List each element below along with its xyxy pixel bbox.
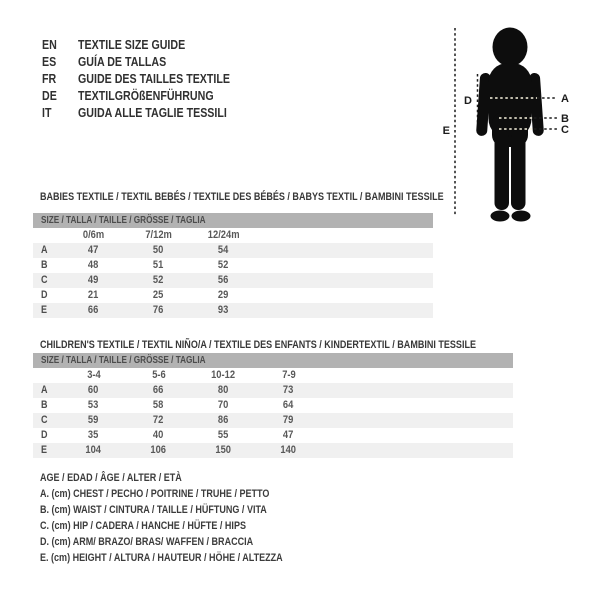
row-label-text: C bbox=[41, 414, 48, 426]
language-title-text: TEXTILGRÖßENFÜHRUNG bbox=[78, 88, 214, 103]
language-title bbox=[78, 70, 263, 87]
size-value bbox=[126, 413, 191, 428]
size-header-text: SIZE / TALLA / TAILLE / GRÖSSE / TAGLIA bbox=[41, 355, 206, 366]
column-header-text: 7-9 bbox=[281, 369, 296, 381]
size-header-bar bbox=[33, 353, 513, 368]
language-row bbox=[42, 36, 263, 53]
language-code-text: DE bbox=[42, 88, 57, 103]
row-label bbox=[33, 273, 61, 288]
size-value-text: 47 bbox=[88, 244, 99, 256]
size-value bbox=[126, 288, 191, 303]
size-value bbox=[191, 428, 256, 443]
measure-label-d: D bbox=[464, 95, 472, 107]
size-value bbox=[191, 443, 256, 458]
legend-line-text: B. (cm) WAIST / CINTURA / TAILLE / HÜFTUNG / VITA bbox=[40, 504, 267, 516]
size-value-text: 51 bbox=[153, 259, 164, 271]
column-header-text: 0/6m bbox=[82, 229, 105, 241]
measure-label-a: A bbox=[561, 93, 569, 105]
size-value-text: 55 bbox=[218, 429, 229, 441]
language-title-list bbox=[42, 36, 263, 121]
size-value-text: 93 bbox=[218, 304, 229, 316]
language-title bbox=[78, 87, 243, 104]
size-value-text: 25 bbox=[153, 289, 164, 301]
language-code bbox=[42, 36, 78, 53]
size-value bbox=[126, 303, 191, 318]
size-value-text: 73 bbox=[283, 384, 294, 396]
size-value-text: 35 bbox=[88, 429, 99, 441]
measure-label-e: E bbox=[442, 125, 450, 137]
language-code bbox=[42, 70, 78, 87]
measurement-legend bbox=[40, 470, 336, 566]
legend-line-text: C. (cm) HIP / CADERA / HANCHE / HÜFTE / HIPS bbox=[40, 520, 246, 532]
size-value-text: 79 bbox=[283, 414, 294, 426]
legend-line bbox=[40, 502, 336, 518]
row-label-text: A bbox=[41, 384, 48, 396]
size-value bbox=[61, 303, 126, 318]
size-value bbox=[256, 413, 321, 428]
size-value bbox=[61, 288, 126, 303]
size-value bbox=[126, 243, 191, 258]
size-value bbox=[61, 243, 126, 258]
size-value bbox=[191, 383, 256, 398]
row-label-text: C bbox=[41, 274, 48, 286]
language-title-text: GUIDE DES TAILLES TEXTILE bbox=[78, 71, 231, 86]
column-header-text: 12/24m bbox=[207, 229, 240, 241]
size-value bbox=[126, 398, 191, 413]
legend-line-text: D. (cm) ARM/ BRAZO/ BRAS/ WAFFEN / BRACCIA bbox=[40, 536, 254, 548]
section-title-text: BABIES TEXTILE / TEXTIL BEBÉS / TEXTILE DES BÉBÉS / BABYS TEXTIL / BAMBINI TESSILE bbox=[40, 191, 444, 203]
table-row bbox=[33, 398, 513, 413]
size-value-text: 50 bbox=[153, 244, 164, 256]
section-title-text: CHILDREN'S TEXTILE / TEXTIL NIÑO/A / TEXTILE DES ENFANTS / KINDERTEXTIL / BAMBINI TESSILE bbox=[40, 339, 476, 351]
row-label bbox=[33, 303, 61, 318]
language-title bbox=[78, 104, 260, 121]
size-value-text: 70 bbox=[218, 399, 229, 411]
size-value bbox=[126, 428, 191, 443]
legend-line-text: E. (cm) HEIGHT / ALTURA / HAUTEUR / HÖHE / ALTEZZA bbox=[40, 552, 283, 564]
language-title bbox=[78, 36, 209, 53]
size-value bbox=[191, 413, 256, 428]
size-value bbox=[61, 428, 126, 443]
row-label bbox=[33, 443, 61, 458]
row-label bbox=[33, 258, 61, 273]
size-value-text: 53 bbox=[88, 399, 99, 411]
row-label bbox=[33, 383, 61, 398]
size-value-text: 52 bbox=[218, 259, 229, 271]
size-value bbox=[61, 383, 126, 398]
legend-line bbox=[40, 518, 336, 534]
size-value bbox=[126, 443, 191, 458]
column-header bbox=[256, 368, 321, 383]
column-header-text: 10-12 bbox=[211, 369, 236, 381]
size-value bbox=[191, 398, 256, 413]
language-row bbox=[42, 53, 263, 70]
table-row bbox=[33, 243, 433, 258]
size-value-text: 54 bbox=[218, 244, 229, 256]
language-code-text: IT bbox=[42, 105, 52, 120]
row-label bbox=[33, 288, 61, 303]
language-row bbox=[42, 70, 263, 87]
language-code bbox=[42, 87, 78, 104]
column-header bbox=[126, 368, 191, 383]
table-row bbox=[33, 383, 513, 398]
size-value-text: 80 bbox=[218, 384, 229, 396]
table-rows bbox=[33, 383, 513, 458]
table-row bbox=[33, 273, 433, 288]
table-row bbox=[33, 428, 513, 443]
size-value-text: 72 bbox=[153, 414, 164, 426]
size-value-text: 40 bbox=[153, 429, 164, 441]
size-value bbox=[126, 383, 191, 398]
section-title bbox=[40, 339, 572, 351]
legend-line bbox=[40, 534, 336, 550]
size-value bbox=[256, 443, 321, 458]
section-title bbox=[40, 191, 532, 203]
size-value bbox=[191, 273, 256, 288]
size-value-text: 86 bbox=[218, 414, 229, 426]
size-value-text: 64 bbox=[283, 399, 294, 411]
table-row bbox=[33, 288, 433, 303]
size-value-text: 140 bbox=[280, 444, 297, 456]
row-label-spacer bbox=[33, 368, 61, 383]
size-value-text: 47 bbox=[283, 429, 294, 441]
size-value bbox=[126, 258, 191, 273]
column-header-text: 3-4 bbox=[86, 369, 101, 381]
legend-line bbox=[40, 486, 336, 502]
column-header bbox=[126, 228, 191, 243]
size-value-text: 150 bbox=[215, 444, 232, 456]
table-rows bbox=[33, 243, 433, 318]
language-title bbox=[78, 53, 186, 70]
column-header bbox=[191, 228, 256, 243]
column-header-row bbox=[33, 368, 513, 383]
row-label-text: B bbox=[41, 259, 48, 271]
legend-line bbox=[40, 550, 336, 566]
size-value bbox=[61, 413, 126, 428]
size-value-text: 59 bbox=[88, 414, 99, 426]
size-value-text: 106 bbox=[150, 444, 167, 456]
size-value bbox=[61, 443, 126, 458]
language-row bbox=[42, 104, 263, 121]
size-value-text: 104 bbox=[85, 444, 102, 456]
language-code-text: EN bbox=[42, 37, 57, 52]
row-label-text: E bbox=[41, 444, 48, 456]
row-label-text: E bbox=[41, 304, 48, 316]
size-value-text: 60 bbox=[88, 384, 99, 396]
size-value-text: 58 bbox=[153, 399, 164, 411]
row-label-text: D bbox=[41, 429, 48, 441]
row-label bbox=[33, 243, 61, 258]
table-row bbox=[33, 443, 513, 458]
language-title-text: TEXTILE SIZE GUIDE bbox=[78, 37, 186, 52]
language-title-text: GUIDA ALLE TAGLIE TESSILI bbox=[78, 105, 227, 120]
size-value-text: 56 bbox=[218, 274, 229, 286]
language-code-text: FR bbox=[42, 71, 57, 86]
legend-line-text: A. (cm) CHEST / PECHO / POITRINE / TRUHE / PETTO bbox=[40, 488, 270, 500]
size-value bbox=[191, 288, 256, 303]
size-value bbox=[61, 398, 126, 413]
size-value bbox=[191, 303, 256, 318]
table-row bbox=[33, 413, 513, 428]
language-code bbox=[42, 53, 78, 70]
legend-line bbox=[40, 470, 336, 486]
measure-label-c: C bbox=[561, 124, 569, 136]
language-code-text: ES bbox=[42, 54, 57, 69]
row-label-text: D bbox=[41, 289, 48, 301]
size-value bbox=[191, 243, 256, 258]
language-title-text: GUÍA DE TALLAS bbox=[78, 54, 167, 69]
language-row bbox=[42, 87, 263, 104]
column-header-text: 7/12m bbox=[145, 229, 172, 241]
size-header-bar bbox=[33, 213, 433, 228]
size-value bbox=[256, 428, 321, 443]
size-value bbox=[126, 273, 191, 288]
size-value-text: 66 bbox=[153, 384, 164, 396]
size-value bbox=[191, 258, 256, 273]
babies-size-table bbox=[33, 213, 433, 318]
size-value-text: 66 bbox=[88, 304, 99, 316]
table-row bbox=[33, 303, 433, 318]
size-value-text: 48 bbox=[88, 259, 99, 271]
size-header-text: SIZE / TALLA / TAILLE / GRÖSSE / TAGLIA bbox=[41, 215, 206, 226]
measure-label-b: B bbox=[561, 113, 569, 125]
size-value-text: 52 bbox=[153, 274, 164, 286]
size-value bbox=[256, 398, 321, 413]
column-header bbox=[61, 368, 126, 383]
column-header bbox=[61, 228, 126, 243]
size-value bbox=[61, 258, 126, 273]
row-label bbox=[33, 413, 61, 428]
size-value-text: 76 bbox=[153, 304, 164, 316]
row-label bbox=[33, 398, 61, 413]
size-value bbox=[61, 273, 126, 288]
size-value-text: 21 bbox=[88, 289, 99, 301]
size-value-text: 29 bbox=[218, 289, 229, 301]
legend-line-text: AGE / EDAD / ÂGE / ALTER / ETÀ bbox=[40, 472, 182, 484]
row-label-text: B bbox=[41, 399, 48, 411]
column-header bbox=[191, 368, 256, 383]
column-header-text: 5-6 bbox=[151, 369, 166, 381]
row-label bbox=[33, 428, 61, 443]
column-header-row bbox=[33, 228, 433, 243]
size-value bbox=[256, 383, 321, 398]
table-row bbox=[33, 258, 433, 273]
row-label-spacer bbox=[33, 228, 61, 243]
size-value-text: 49 bbox=[88, 274, 99, 286]
row-label-text: A bbox=[41, 244, 48, 256]
childrens-size-table bbox=[33, 353, 513, 458]
language-code bbox=[42, 104, 78, 121]
